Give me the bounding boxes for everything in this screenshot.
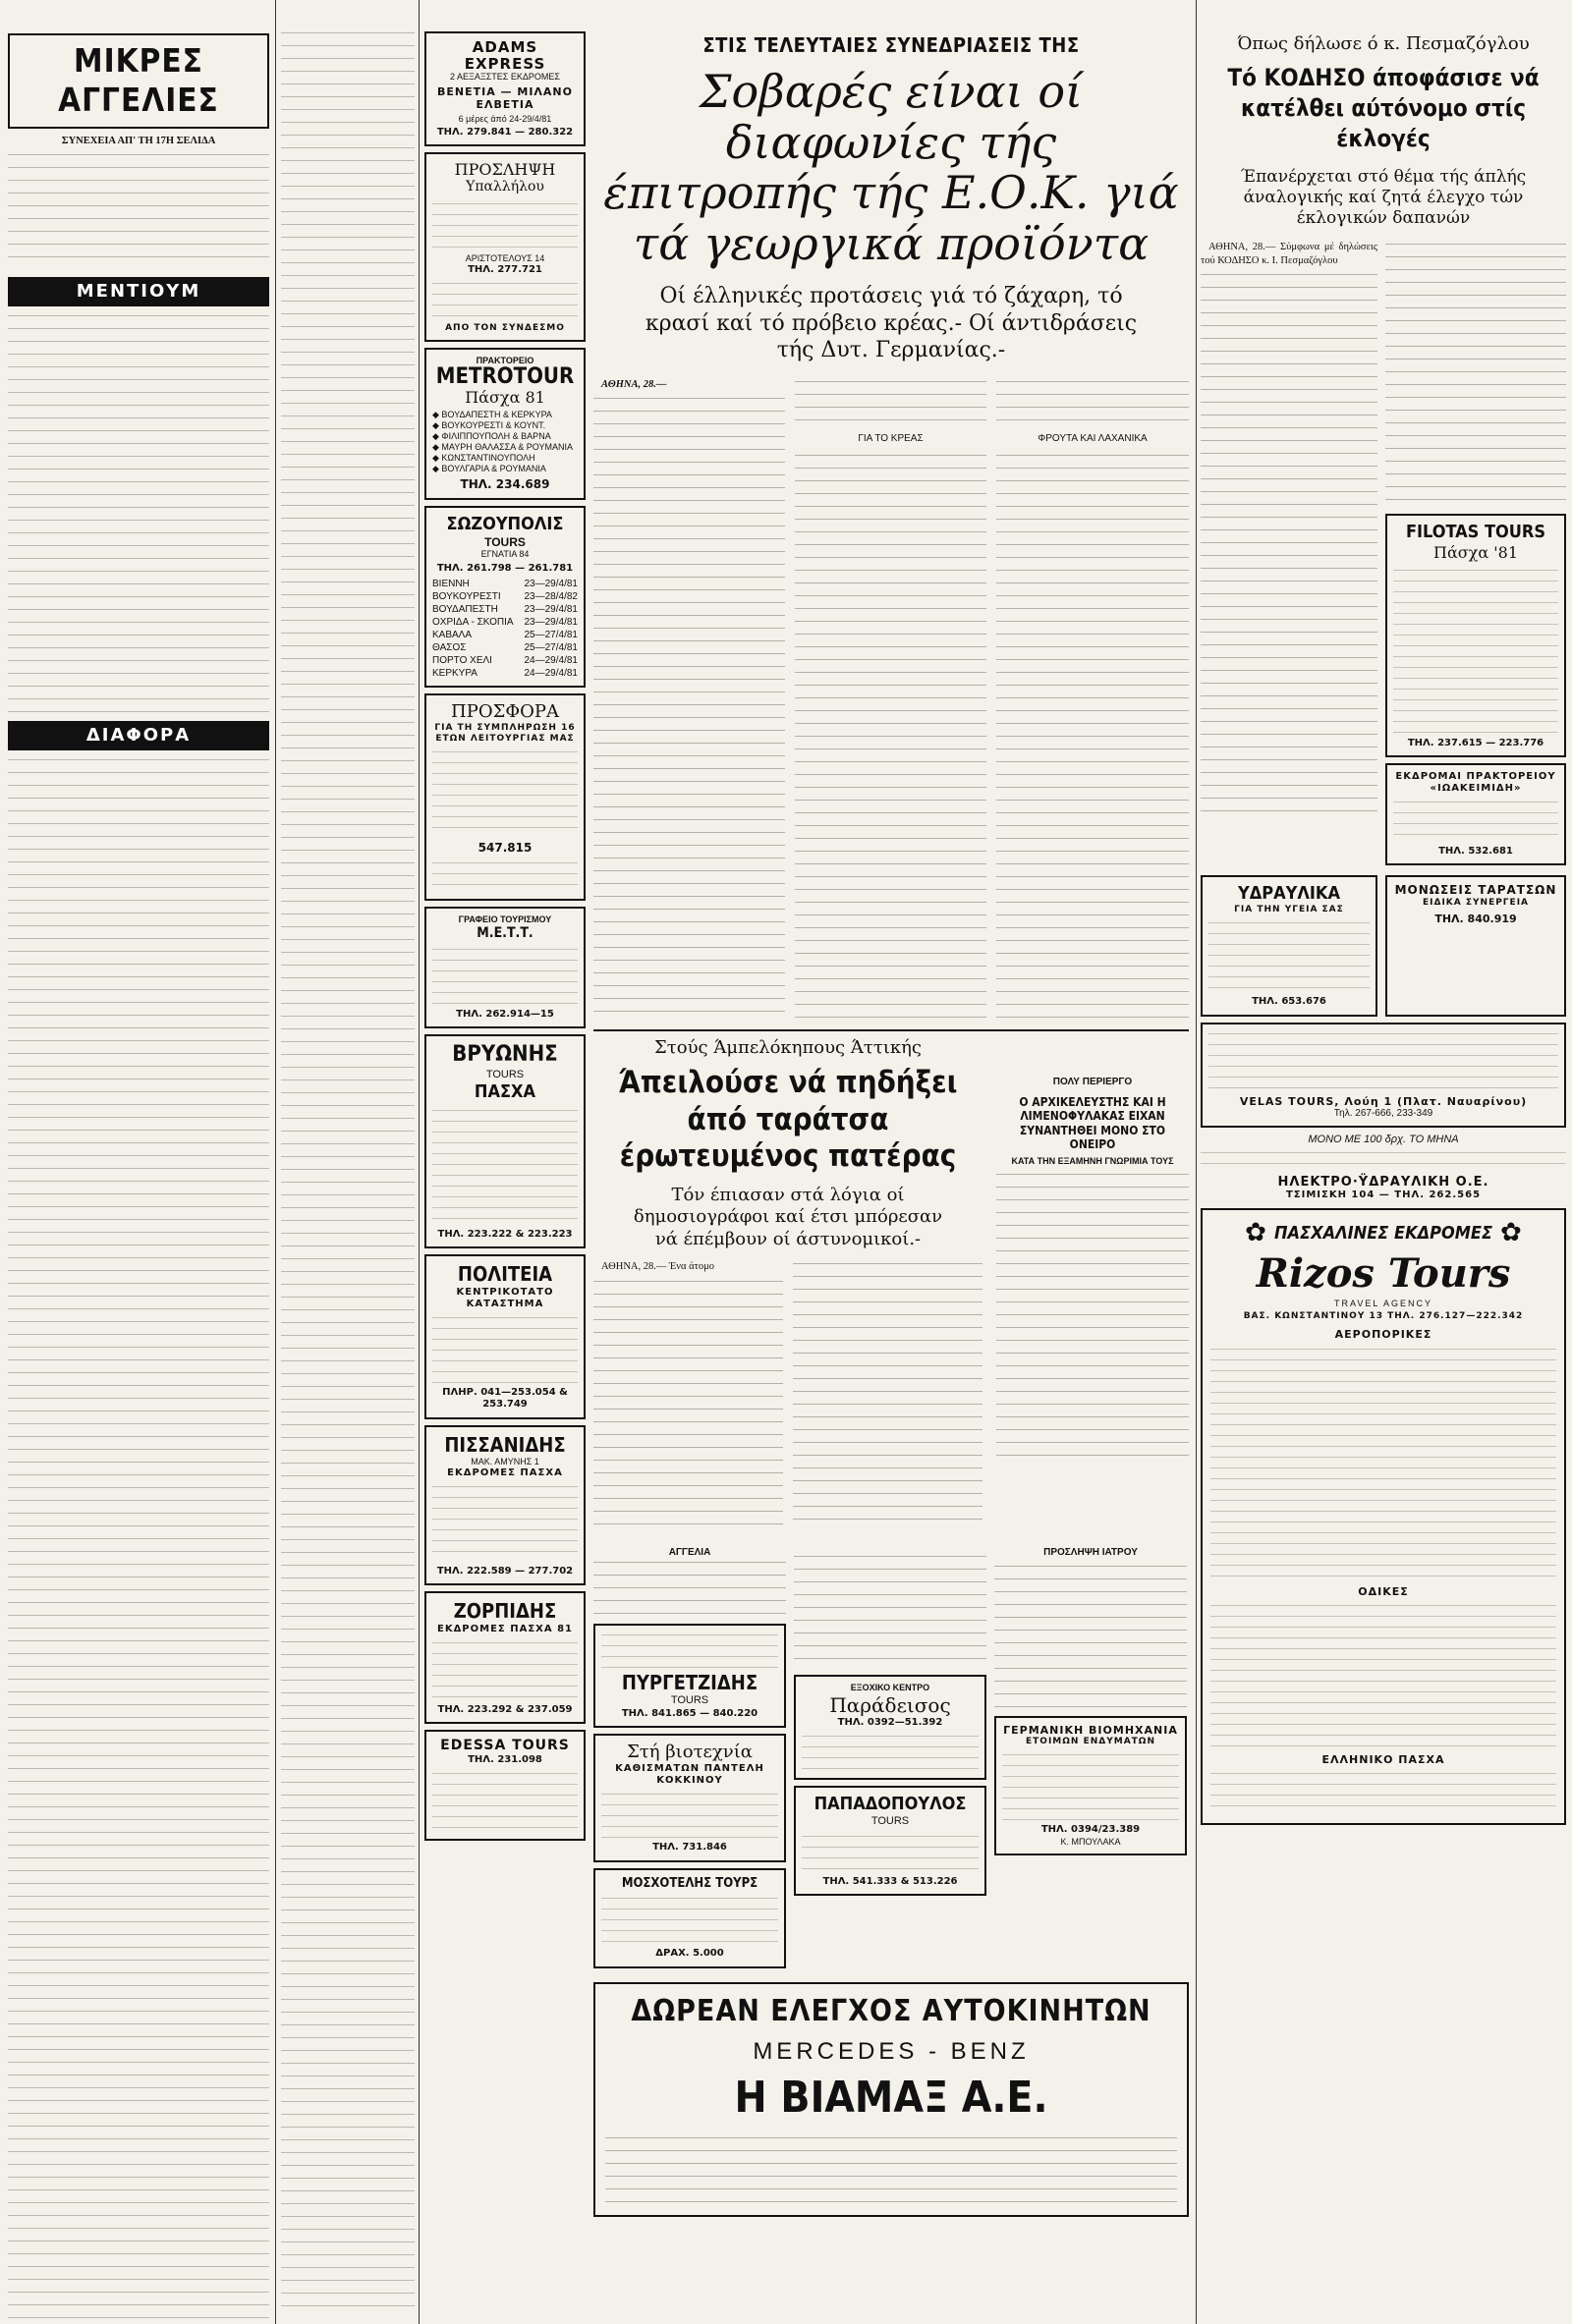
ad-dorean-line1: ΔΩΡΕΑΝ ΕΛΕΓΧΟΣ ΑΥΤΟΚΙΝΗΤΩΝ <box>631 1993 1151 2028</box>
ad-ilektro-name: ΗΛΕΚΤΡΟ·ΫΔΡΑΥΛΙΚΗ Ο.Ε. <box>1277 1174 1489 1190</box>
section-diafora: ΔΙΑΦΟΡΑ <box>8 721 269 750</box>
ad-sozopolis-dest: ΒΟΥΔΑΠΕΣΤΗ <box>432 604 498 616</box>
ad-paradeisos-body <box>802 1733 979 1772</box>
flower-icon-2: ✿ <box>1500 1217 1522 1247</box>
ad-sozopolis-dates: 24—29/4/81 <box>524 668 578 680</box>
right-story-dateline: ΑΘΗΝΑ, 28.— Σύμφωνα μέ δηλώσεις τού ΚΟΔΗΣΟ κ. Ι. Πεσμαζόγλου <box>1201 242 1377 266</box>
main-story-text-3a <box>996 378 1189 427</box>
ad-filotas-body <box>1393 567 1558 734</box>
ad-germaniki <box>994 1716 1187 1855</box>
ad-mett <box>424 907 586 1028</box>
ad-sozopolis-tel: ΤΗΛ. 261.798 — 261.781 <box>436 563 574 575</box>
ad-monoseis <box>1385 875 1566 1016</box>
main-story-col-1 <box>593 378 785 1024</box>
main-story-body <box>593 378 1189 1024</box>
ad-sozopolis-dest: ΚΕΡΚΥΡΑ <box>432 668 477 680</box>
ad-rizos-sec1: ΑΕΡΟΠΟΡΙΚΕΣ <box>1334 1328 1432 1342</box>
ad-pissanidis <box>424 1425 586 1586</box>
ad-ilektro-body <box>1201 1149 1566 1173</box>
ad-dorean-body <box>605 2134 1177 2205</box>
ad-ydravlika <box>1201 875 1377 1016</box>
ad-germaniki-contact: Κ. ΜΠΟΥΛΑΚΑ <box>1060 1836 1121 1847</box>
ad-mett-name: Μ.Ε.Τ.Τ. <box>477 924 533 941</box>
ad-iokeimidi-tel: ΤΗΛ. 532.681 <box>1438 846 1513 858</box>
right-column <box>1201 33 1566 1831</box>
ad-zorpidis-tel: ΤΗΛ. 223.292 & 237.059 <box>437 1703 573 1715</box>
ad-viotexnia-body <box>601 1791 778 1838</box>
ad-politeia-tel: ΠΛΗΡ. 041—253.054 & 253.749 <box>442 1387 568 1411</box>
ad-metrotour-item: ◆ ΒΟΥΚΟΥΡΕΣΤΙ & ΚΟΥΝΤ. <box>432 420 546 431</box>
ad-germaniki-sub: ΕΤΟΙΜΩΝ ΕΝΔΥΜΑΤΩΝ <box>1026 1737 1155 1747</box>
main-story-col-3 <box>996 378 1189 1024</box>
ad-ilektro-intro: ΜΟΝΟ ΜΕ 100 δρχ. ΤΟ ΜΗΝΑ <box>1308 1134 1459 1146</box>
ad-germaniki-title: ΓΕΡΜΑΝΙΚΗ ΒΙΟΜΗΧΑΝΙΑ <box>1003 1724 1178 1738</box>
right-story-text-2 <box>1385 241 1566 506</box>
listings-column-2 <box>281 29 415 2318</box>
right-story-headline: Τό ΚΟΔΗΣΟ άποφάσισε νά κατέλθει αύτόνομο στίς έκλογές <box>1227 63 1540 153</box>
ad-sozopolis-dates: 23—29/4/81 <box>524 617 578 629</box>
ad-dorean-elegxos <box>593 1982 1189 2218</box>
ad-rizos <box>1201 1208 1566 1826</box>
ad-politeia-name: ΠΟΛΙΤΕΙΑ <box>457 1262 553 1287</box>
ad-sozopolis-dates: 25—27/4/81 <box>524 642 578 654</box>
main-story-dateline: ΑΘΗΝΑ, 28.— <box>601 378 667 390</box>
ad-sozopolis-dest: ΚΑΒΑΛΑ <box>432 630 473 641</box>
ad-politeia-sub: ΚΕΝΤΡΙΚΟΤΑΤΟ ΚΑΤΑΣΤΗΜΑ <box>456 1286 554 1310</box>
main-story-col-2 <box>795 378 986 1024</box>
ad-rizos-brand: Rizos Tours <box>1256 1250 1511 1298</box>
ad-politeia-body <box>432 1314 578 1383</box>
ad-sozopolis-sub: TOURS <box>484 534 526 549</box>
ad-moschotelis-body <box>601 1895 778 1944</box>
ad-papadopoulos-body <box>802 1833 979 1872</box>
second-story-dateline: ΑΘΗΝΑ, 28.— Ένα άτομο <box>601 1261 714 1273</box>
flower-icon: ✿ <box>1245 1217 1266 1247</box>
ad-prosfora <box>424 693 586 901</box>
ad-metrotour-item: ◆ ΒΟΥΔΑΠΕΣΤΗ & ΚΕΡΚΥΡΑ <box>432 410 552 420</box>
main-story-subhead: Οί έλληνικές προτάσεις γιά τό ζάχαρη, τό κρασί καί τό πρόβειο κρέας.- Οί άντιδράσεις τής Δυτ. Γερμανίας.- <box>645 284 1138 363</box>
ad-proslipsi-addr: ΑΡΙΣΤΟΤΕΛΟΥΣ 14 <box>465 252 545 263</box>
second-story-headline: Άπειλούσε νά πηδήξει άπό ταράτσα έρωτευμένος πατέρας <box>618 1065 958 1174</box>
ad-proslipsi-body-2 <box>432 280 578 319</box>
ad-germaniki-body <box>1002 1751 1179 1820</box>
ad-prosfora-title: ΠΡΟΣΦΟΡΑ <box>451 701 559 723</box>
ad-filotas-name: FILOTAS TOURS <box>1405 522 1546 543</box>
right-story-subhead: Έπανέρχεται στό θέμα τής άπλής άναλογικής καί ζητά έλεγχο τών έκλογικών δαπανών <box>1240 166 1527 229</box>
ad-vryonis-sub: TOURS <box>485 1068 525 1080</box>
prosl-iatrou-label: ΠΡΟΣΛΗΨΗ ΙΑΤΡΟΥ <box>1043 1546 1138 1558</box>
ads-column <box>424 31 586 1847</box>
ad-velas-tel: Τηλ. 267-666, 233-349 <box>1333 1108 1433 1119</box>
ad-prosfora-sub: ΓΙΑ ΤΗ ΣΥΜΠΛΗΡΩΣΗ 16 ΕΤΩΝ ΛΕΙΤΟΥΡΓΙΑΣ ΜΑΣ <box>434 723 576 745</box>
right-story-col-1 <box>1201 241 1377 871</box>
ad-metrotour-tel: ΤΗΛ. 234.689 <box>460 476 550 491</box>
main-story-sub2: ΦΡΟΥΤΑ ΚΑΙ ΛΑΧΑΝΙΚΑ <box>1038 432 1148 444</box>
ad-adams-route: ΒΕΝΕΤΙΑ — ΜΙΛΑΝΟ ΕΛΒΕΤΙΑ <box>436 84 573 112</box>
main-story-kicker: ΣΤΙΣ ΤΕΛΕΥΤΑΙΕΣ ΣΥΝΕΔΡΙΑΣΕΙΣ ΤΗΣ <box>702 33 1080 57</box>
ad-metrotour-name: METROTOUR <box>435 363 575 389</box>
ad-pyrgetzidis-name: ΠΥΡΓΕΤΖΙΔΗΣ <box>621 1671 758 1695</box>
ad-prosfora-body-2 <box>432 859 578 889</box>
mid-ads-col-2 <box>794 1547 986 1974</box>
second-story-col-2 <box>793 1260 982 1532</box>
ad-sozopolis-item <box>432 667 578 680</box>
ad-iokeimidi <box>1385 763 1566 866</box>
ad-vryonis-body <box>432 1107 578 1225</box>
ad-edessa <box>424 1730 586 1841</box>
ad-proslipsi-tel: ΤΗΛ. 277.721 <box>468 263 542 275</box>
ad-pissanidis-title: ΕΚΔΡΟΜΕΣ ΠΑΣΧΑ <box>447 1466 563 1478</box>
ad-sozopolis-dest: ΠΟΡΤΟ ΧΕΛΙ <box>432 655 492 667</box>
second-story-kicker: Στούς Άμπελόκηπους Άττικής <box>654 1037 922 1059</box>
ad-mett-tel: ΤΗΛ. 262.914—15 <box>456 1008 554 1020</box>
ad-rizos-greek-list <box>1210 1770 1556 1815</box>
poly-periergo <box>996 1037 1189 1532</box>
ad-proslipsi-sub: Υπαλλήλου <box>466 179 544 195</box>
ad-papadopoulos-tel: ΤΗΛ. 541.333 & 513.226 <box>822 1875 958 1887</box>
ad-proslipsi <box>424 152 586 342</box>
ad-metrotour-item: ◆ ΜΑΥΡΗ ΘΑΛΑΣΣΑ & ΡΟΥΜΑΝΙΑ <box>432 442 573 453</box>
ad-ilektro-addr: ΤΣΙΜΙΣΚΗ 104 — ΤΗΛ. 262.565 <box>1285 1190 1482 1201</box>
ad-pyrgetzidis-tel: ΤΗΛ. 841.865 — 840.220 <box>621 1707 758 1719</box>
ad-monoseis-sub: ΕΙΔΙΚΑ ΣΥΝΕΡΓΕΙΑ <box>1422 898 1530 909</box>
section-mentioum: ΜΕΝΤΙΟΥΜ <box>8 277 269 306</box>
diafora-listings-block <box>8 756 269 2324</box>
ad-ilektro <box>1201 1134 1566 1201</box>
ad-pissanidis-body <box>432 1483 578 1562</box>
ad-paradeisos-small: ΕΞΟΧΙΚΟ ΚΕΝΤΡΟ <box>850 1682 930 1692</box>
classifieds-text-1 <box>8 135 269 269</box>
ad-viotexnia-title: Στή βιοτεχνία <box>627 1742 753 1763</box>
ad-papadopoulos-sub: TOURS <box>870 1815 910 1828</box>
ad-mett-body <box>432 946 578 1005</box>
ad-metrotour-item: ◆ ΦΙΛΙΠΠΟΥΠΟΛΗ & ΒΑΡΝΑ <box>432 431 551 442</box>
ad-sozopolis-name: ΣΩΖΟΥΠΟΛΙΣ <box>446 513 564 534</box>
ad-papadopoulos <box>794 1786 986 1896</box>
ad-zorpidis <box>424 1591 586 1724</box>
ad-pyrgetzidis-sub: TOURS <box>670 1694 709 1707</box>
continued-label: ΣΥΝΕΧΕΙΑ ΑΠ' ΤΗ 17Η ΣΕΛΙΔΑ <box>61 135 216 146</box>
mid-ads-col-3 <box>994 1547 1187 1974</box>
ad-sozopolis-dates: 23—28/4/82 <box>524 591 578 603</box>
ad-politeia <box>424 1254 586 1418</box>
ad-adams-tel: ΤΗΛ. 279.841 — 280.322 <box>436 126 574 138</box>
page-title-text: ΜΙΚΡΕΣ ΑΓΓΕΛΙΕΣ <box>58 41 219 120</box>
ad-sozopolis-item <box>432 603 578 616</box>
right-story-col-2 <box>1385 241 1566 871</box>
ad-proslipsi-title: ΠΡΟΣΛΗΨΗ <box>454 159 556 179</box>
ad-rizos-top: ΠΑΣΧΑΛΙΝΕΣ ΕΚΔΡΟΜΕΣ <box>1273 1222 1493 1244</box>
ad-moschotelis <box>593 1868 786 1968</box>
ad-metrotour-item: ◆ ΚΩΝΣΤΑΝΤΙΝΟΥΠΟΛΗ <box>432 453 535 464</box>
ad-sozopolis-dates: 23—29/4/81 <box>524 579 578 590</box>
ad-ydravlika-tel: ΤΗΛ. 653.676 <box>1252 996 1326 1008</box>
ad-dorean-line2: MERCEDES - BENZ <box>753 2038 1030 2066</box>
ad-vryonis <box>424 1034 586 1248</box>
listings-block-2 <box>281 29 415 2318</box>
ad-proslipsi-note: ΑΠΟ ΤΟΝ ΣΥΝΔΕΣΜΟ <box>445 322 565 333</box>
ad-viotexnia-sub: ΚΑΘΙΣΜΑΤΩΝ ΠΑΝΤΕΛΗ ΚΟΚΚΙΝΟΥ <box>615 1762 764 1787</box>
main-story-sub1: ΓΙΑ ΤΟ ΚΡΕΑΣ <box>858 432 924 444</box>
main-story-text-1 <box>593 395 785 1024</box>
ad-metrotour-item: ◆ ΒΟΥΛΓΑΡΙΑ & ΡΟΥΜΑΝΙΑ <box>432 463 546 473</box>
ad-moschotelis-price: ΔΡΑΧ. 5.000 <box>655 1948 724 1960</box>
mid-ads-col-1 <box>593 1547 786 1974</box>
second-story-main <box>593 1037 982 1532</box>
aggelia-label: ΑΓΓΕΛΙΑ <box>668 1546 711 1558</box>
ad-sozopolis-dates: 25—27/4/81 <box>524 630 578 641</box>
ad-proslipsi-body <box>432 200 578 249</box>
ad-sozopolis-addr: ΕΓΝΑΤΙΑ 84 <box>480 549 530 560</box>
ad-filotas-title: Πάσχα '81 <box>1432 543 1519 563</box>
ad-rizos-sec3: ΕΛΛΗΝΙΚΟ ΠΑΣΧΑ <box>1321 1752 1445 1766</box>
ad-sozopolis-dest: ΘΑΣΟΣ <box>432 642 467 654</box>
ad-paradeisos-tel: ΤΗΛ. 0392—51.392 <box>837 1717 943 1729</box>
ad-sozopolis-item <box>432 616 578 629</box>
ad-rizos-addr: ΒΑΣ. ΚΩΝΣΤΑΝΤΙΝΟΥ 13 ΤΗΛ. 276.127—222.342 <box>1243 1311 1524 1322</box>
poly-periergo-sub: ΚΑΤΑ ΤΗΝ ΕΞΑΜΗΝΗ ΓΝΩΡΙΜΙΑ ΤΟΥΣ <box>1011 1156 1174 1167</box>
ad-ydravlika-title: ΥΔΡΑΥΛΙΚΑ <box>1237 883 1341 905</box>
mid-text-col-2 <box>794 1553 986 1669</box>
ad-zorpidis-body <box>432 1639 578 1700</box>
ad-vryonis-name: ΒΡΥΩΝΗΣ <box>452 1042 558 1068</box>
ad-iokeimidi-title: ΕΚΔΡΟΜΑΙ ΠΡΑΚΤΟΡΕΙΟΥ «ΙΩΑΚΕΙΜΙΔΗ» <box>1395 770 1556 795</box>
ad-iokeimidi-body <box>1393 799 1558 842</box>
ad-metrotour-title: Πάσχα 81 <box>465 387 545 407</box>
ad-rizos-banner <box>1210 1218 1556 1249</box>
main-story-text-3b <box>996 452 1189 1022</box>
ad-sozopolis-dest: ΟΧΡΙΔΑ - ΣΚΟΠΙΑ <box>432 617 514 629</box>
ad-adams-info: 6 μέρες άπό 24-29/4/81 <box>458 113 552 124</box>
ad-filotas-tel: ΤΗΛ. 237.615 — 223.776 <box>1407 737 1544 748</box>
ad-velas-body <box>1208 1030 1558 1091</box>
ad-pissanidis-addr: ΜΑΚ. ΑΜΥΝΗΣ 1 <box>471 1456 539 1466</box>
ad-sozopolis-item <box>432 654 578 667</box>
right-story-text-1 <box>1201 271 1377 821</box>
ad-germaniki-tel: ΤΗΛ. 0394/23.389 <box>1040 1824 1141 1836</box>
ad-metrotour-small: ΠΡΑΚΤΟΡΕΙΟ <box>476 355 534 365</box>
second-story-text-1 <box>593 1278 783 1533</box>
ad-sozopolis <box>424 506 586 689</box>
ad-viotexnia <box>593 1734 786 1862</box>
ad-edessa-name: EDESSA TOURS <box>440 1738 570 1754</box>
ad-adams-name: ADAMS EXPRESS <box>464 38 546 73</box>
ad-pissanidis-name: ΠΙΣΣΑΝΙΔΗΣ <box>444 1432 566 1457</box>
ad-sozopolis-dates: 24—29/4/81 <box>524 655 578 667</box>
ad-prosfora-tel: 547.815 <box>477 841 533 856</box>
ad-rizos-road-list <box>1210 1602 1556 1749</box>
ad-papadopoulos-name: ΠΑΠΑΔΟΠΟΥΛΟΣ <box>814 1794 967 1815</box>
ad-vryonis-title: ΠΑΣΧΑ <box>474 1081 536 1103</box>
ad-velas-name: VELAS TOURS, Λούη 1 (Πλατ. Ναυαρίνου) <box>1239 1094 1528 1108</box>
ad-edessa-tel: ΤΗΛ. 231.098 <box>468 1754 542 1766</box>
page-title <box>8 33 269 129</box>
ad-sozopolis-dest: ΒΙΕΝΝΗ <box>432 579 470 590</box>
ad-rizos-agency: TRAVEL AGENCY <box>1333 1299 1433 1309</box>
ad-adams-express <box>424 31 586 146</box>
ad-mett-small: ΓΡΑΦΕΙΟ ΤΟΥΡΙΣΜΟΥ <box>458 913 552 924</box>
ad-edessa-body <box>432 1770 578 1829</box>
ad-ydravlika-body <box>1208 919 1370 992</box>
second-story-col-1 <box>593 1260 783 1532</box>
ad-pyrgetzidis <box>593 1624 786 1728</box>
ad-pyrgetzidis-list <box>601 1632 778 1671</box>
main-story <box>593 33 1189 2223</box>
ad-metrotour-list <box>432 410 578 474</box>
ad-filotas <box>1385 514 1566 757</box>
ad-metrotour <box>424 348 586 500</box>
ad-sozopolis-dates: 23—29/4/81 <box>524 604 578 616</box>
ad-zorpidis-title: ΕΚΔΡΟΜΕΣ ΠΑΣΧΑ 81 <box>436 1623 574 1634</box>
poly-periergo-text <box>996 1171 1189 1466</box>
second-story <box>593 1037 1189 1532</box>
second-story-text-2 <box>793 1260 982 1531</box>
main-story-headline: Σοβαρές είναι οί διαφωνίες τής έπιτροπής τής Ε.Ο.Κ. γιά τά γεωργικά προϊόντα <box>603 65 1179 270</box>
ad-zorpidis-name: ΖΟΡΠΙΔΗΣ <box>453 1599 557 1624</box>
ad-sozopolis-dest: ΒΟΥΚΟΥΡΕΣΤΙ <box>432 591 501 603</box>
ad-ydravlika-sub: ΓΙΑ ΤΗΝ ΥΓΕΙΑ ΣΑΣ <box>1234 905 1344 915</box>
ad-velas <box>1201 1023 1566 1129</box>
aggelia-text <box>593 1559 786 1618</box>
ad-sozopolis-item <box>432 629 578 641</box>
classifieds-column <box>8 0 269 2324</box>
mentioum-listings-block <box>8 312 269 715</box>
second-story-subhead: Τόν έπιασαν στά λόγια οί δημοσιογράφοι καί έτσι μπόρεσαν νά έπέμβουν οί άστυνομικοί.- <box>633 1184 943 1249</box>
ad-pissanidis-tel: ΤΗΛ. 222.589 — 277.702 <box>436 1566 574 1577</box>
ad-moschotelis-name: ΜΟΣΧΟΤΕΛΗΣ ΤΟΥΡΣ <box>621 1875 758 1891</box>
right-story-kicker: Όπως δήλωσε ό κ. Πεσμαζόγλου <box>1237 33 1530 54</box>
main-story-text-2a <box>795 378 986 427</box>
ad-dorean-line3: Η ΒΙΑΜΑΞ Α.Ε. <box>734 2073 1048 2124</box>
ad-paradeisos-name: Παράδεισος <box>829 1692 951 1717</box>
ad-monoseis-title: ΜΟΝΩΣΕΙΣ ΤΑΡΑΤΣΩΝ <box>1394 883 1557 898</box>
ad-vryonis-tel: ΤΗΛ. 223.222 & 223.223 <box>437 1229 573 1241</box>
ad-paradeisos <box>794 1675 986 1781</box>
ad-sozopolis-item <box>432 578 578 590</box>
prosl-iatrou-text <box>994 1563 1187 1710</box>
classified-listings-block <box>8 151 269 269</box>
ad-rizos-sec2: ΟΔΙΚΕΣ <box>1358 1584 1409 1598</box>
poly-periergo-head: Ο ΑΡΧΙΚΕΛΕΥΣΤΗΣ ΚΑΙ Η ΛΙΜΕΝΟΦΥΛΑΚΑΣ ΕΙΧΑΝ ΣΥΝΑΝΤΗΘΕΙ ΜΟΝΟ ΣΤΟ ΟΝΕΙΡΟ <box>1019 1094 1166 1152</box>
main-story-text-2b <box>795 452 986 1022</box>
mid-ads-row <box>593 1547 1189 1974</box>
ad-prosfora-body <box>432 748 578 837</box>
ad-sozopolis-item <box>432 641 578 654</box>
ad-sozopolis-list <box>432 578 578 680</box>
ad-rizos-air-list <box>1210 1346 1556 1581</box>
ad-sozopolis-item <box>432 590 578 603</box>
ad-adams-addr: 2 ΑΕΞΑΞΣΤΕΣ ΕΚΔΡΟΜΕΣ <box>450 72 560 82</box>
ad-viotexnia-tel: ΤΗΛ. 731.846 <box>652 1842 727 1854</box>
poly-periergo-label: ΠΟΛΥ ΠΕΡΙΕΡΓΟ <box>1052 1077 1133 1088</box>
ad-monoseis-tel: ΤΗΛ. 840.919 <box>1434 913 1517 926</box>
